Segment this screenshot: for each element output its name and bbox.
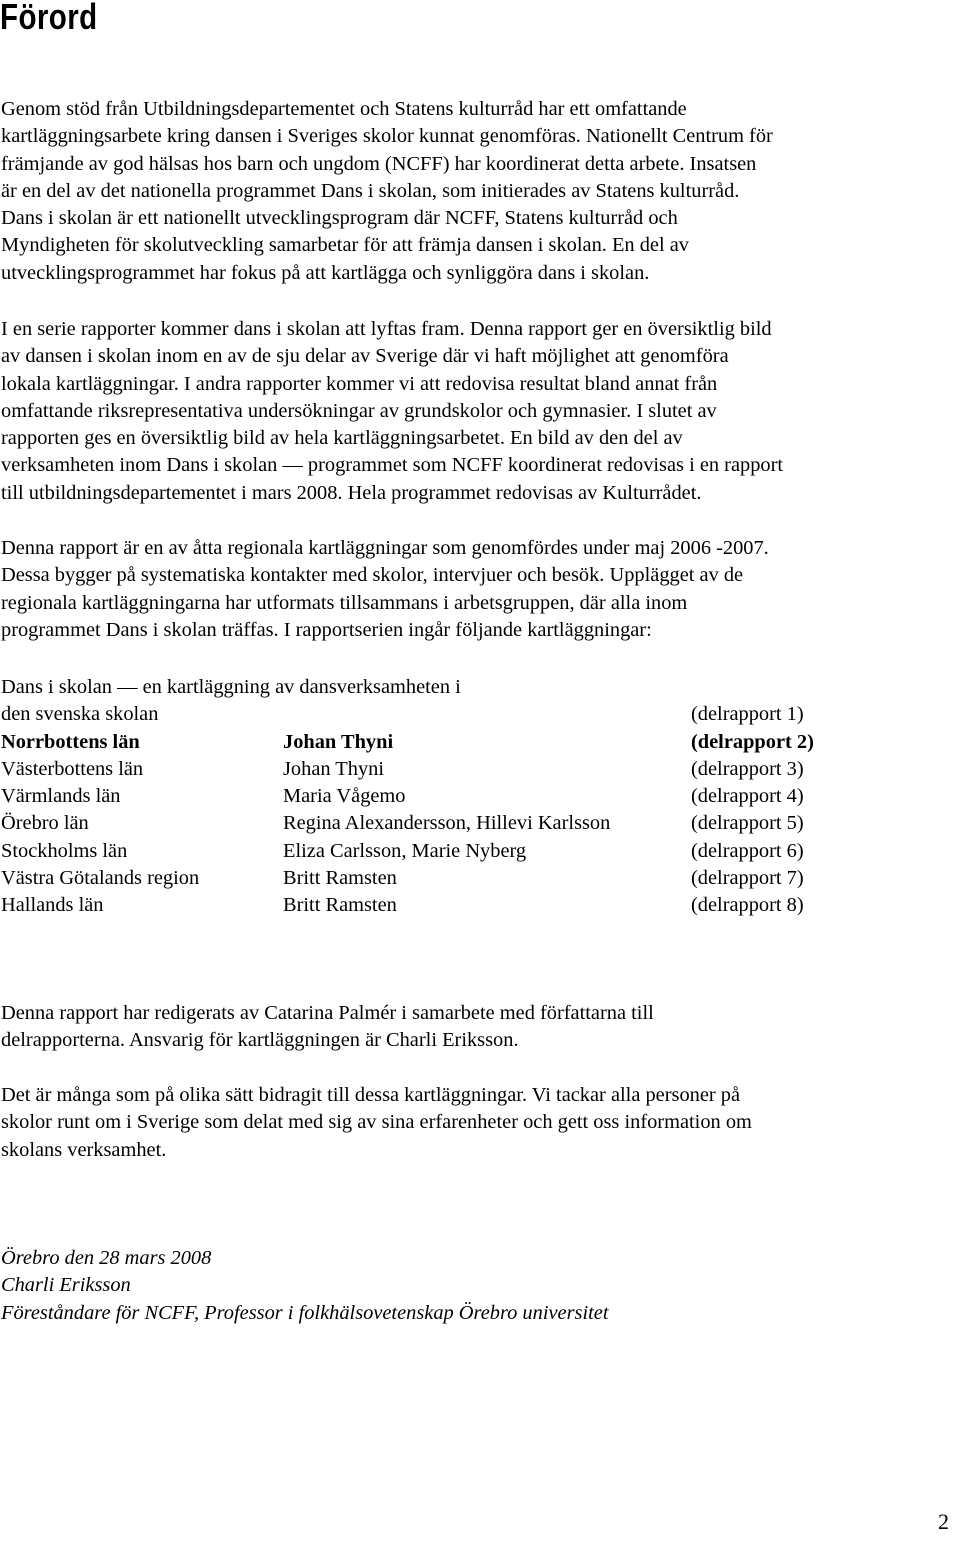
report-region: den svenska skolan xyxy=(1,703,159,726)
paragraph-line: är en del av det nationella programmet Dans i skolan, som initierades av Statens kulturråd. xyxy=(1,179,740,202)
report-list-intro: Dans i skolan — en kartläggning av dansverksamheten i xyxy=(1,676,461,698)
paragraph-line: delrapporterna. Ansvarig för kartläggningen är Charli Eriksson. xyxy=(1,1029,519,1052)
paragraph-line: Myndigheten för skolutveckling samarbetar för att främja dansen i skolan. En del av xyxy=(1,234,689,257)
paragraph-intro xyxy=(1,96,959,287)
report-author: Britt Ramsten xyxy=(283,867,397,890)
report-author: Regina Alexandersson, Hillevi Karlsson xyxy=(283,812,611,835)
paragraph-line: programmet Dans i skolan träffas. I rapportserien ingår följande kartläggningar: xyxy=(1,618,652,641)
report-part: (delrapport 3) xyxy=(691,757,804,780)
report-author: Johan Thyni xyxy=(283,757,385,780)
report-row-current xyxy=(1,729,959,756)
paragraph-line: främjande av god hälsas hos barn och ungdom (NCFF) har koordinerat detta arbete. Insatsen xyxy=(1,152,757,175)
report-part: (delrapport 2) xyxy=(691,730,814,753)
paragraph-line: I en serie rapporter kommer dans i skolan att lyftas fram. Denna rapport ger en översiktlig bild xyxy=(1,318,772,340)
report-part: (delrapport 1) xyxy=(691,703,804,726)
paragraph-line: av dansen i skolan inom en av de sju delar av Sverige där vi haft möjlighet att genomföra xyxy=(1,345,729,368)
paragraph-line: kartläggningsarbete kring dansen i Sveriges skolor kunnat genomföras. Nationellt Centrum för xyxy=(1,125,773,148)
report-region: Norrbottens län xyxy=(1,730,140,753)
report-row xyxy=(1,838,959,865)
signature-block xyxy=(1,1245,609,1327)
paragraph-line: omfattande riksrepresentativa undersökningar av grundskolor och gymnasier. I slutet av xyxy=(1,399,717,422)
paragraph-acknowledgements xyxy=(1,1082,959,1164)
paragraph-line: utvecklingsprogrammet har fokus på att kartlägga och synliggöra dans i skolan. xyxy=(1,261,650,284)
paragraph-line: till utbildningsdepartementet i mars 2008. Hela programmet redovisas av Kulturrådet. xyxy=(1,481,702,504)
report-region: Västra Götalands region xyxy=(1,867,200,890)
paragraph-editor xyxy=(1,1000,959,1055)
report-row xyxy=(1,865,959,892)
paragraph-line: Denna rapport är en av åtta regionala kartläggningar som genomfördes under maj 2006 -2007. xyxy=(1,537,769,559)
paragraph-line: skolor runt om i Sverige som delat med sig av sina erfarenheter och gett oss information om xyxy=(1,1111,752,1134)
page-title: Förord xyxy=(0,0,98,37)
paragraph-line: Dessa bygger på systematiska kontakter med skolor, intervjuer och besök. Upplägget av de xyxy=(1,564,744,587)
report-region: Örebro län xyxy=(1,812,89,835)
signature-place-date: Örebro den 28 mars 2008 xyxy=(1,1247,212,1269)
paragraph-line: verksamheten inom Dans i skolan — programmet som NCFF koordinerat redovisas i en rapport xyxy=(1,454,784,477)
report-region: Hallands län xyxy=(1,894,104,917)
paragraph-line: Dans i skolan är ett nationellt utvecklingsprogram där NCFF, Statens kulturråd och xyxy=(1,207,678,230)
report-row xyxy=(1,756,959,783)
paragraph-regional-surveys xyxy=(1,535,959,644)
report-author: Johan Thyni xyxy=(283,730,394,753)
report-region: Stockholms län xyxy=(1,839,128,862)
report-row xyxy=(1,810,959,837)
paragraph-line: lokala kartläggningar. I andra rapporter kommer vi att redovisa resultat bland annat från xyxy=(1,372,718,395)
paragraph-line: skolans verksamhet. xyxy=(1,1138,167,1161)
paragraph-line: Denna rapport har redigerats av Catarina Palmér i samarbete med författarna till xyxy=(1,1002,654,1024)
report-row xyxy=(1,892,959,919)
report-part: (delrapport 6) xyxy=(691,839,804,862)
report-region: Värmlands län xyxy=(1,785,121,808)
report-region: Västerbottens län xyxy=(1,757,144,780)
report-list xyxy=(1,674,959,920)
paragraph-line: Genom stöd från Utbildningsdepartementet och Statens kulturråd har ett omfattande xyxy=(1,98,687,120)
report-row xyxy=(1,701,959,728)
report-part: (delrapport 8) xyxy=(691,894,804,917)
page-number: 2 xyxy=(938,1509,949,1534)
paragraph-line: regionala kartläggningarna har utformats tillsammans i arbetsgruppen, där alla inom xyxy=(1,591,688,614)
paragraph-line: Det är många som på olika sätt bidragit till dessa kartläggningar. Vi tackar alla personer på xyxy=(1,1084,741,1106)
report-part: (delrapport 7) xyxy=(691,867,804,890)
signature-role: Föreståndare för NCFF, Professor i folkhälsovetenskap Örebro universitet xyxy=(1,1301,609,1324)
report-author: Eliza Carlsson, Marie Nyberg xyxy=(283,839,527,862)
report-author: Maria Vågemo xyxy=(283,785,406,808)
report-part: (delrapport 5) xyxy=(691,812,804,835)
report-part: (delrapport 4) xyxy=(691,785,804,808)
signature-name: Charli Eriksson xyxy=(1,1274,131,1297)
report-author: Britt Ramsten xyxy=(283,894,397,917)
paragraph-line: rapporten ges en översiktlig bild av hela kartläggningsarbetet. En bild av den del av xyxy=(1,427,683,450)
report-row xyxy=(1,783,959,810)
paragraph-report-series xyxy=(1,316,959,507)
